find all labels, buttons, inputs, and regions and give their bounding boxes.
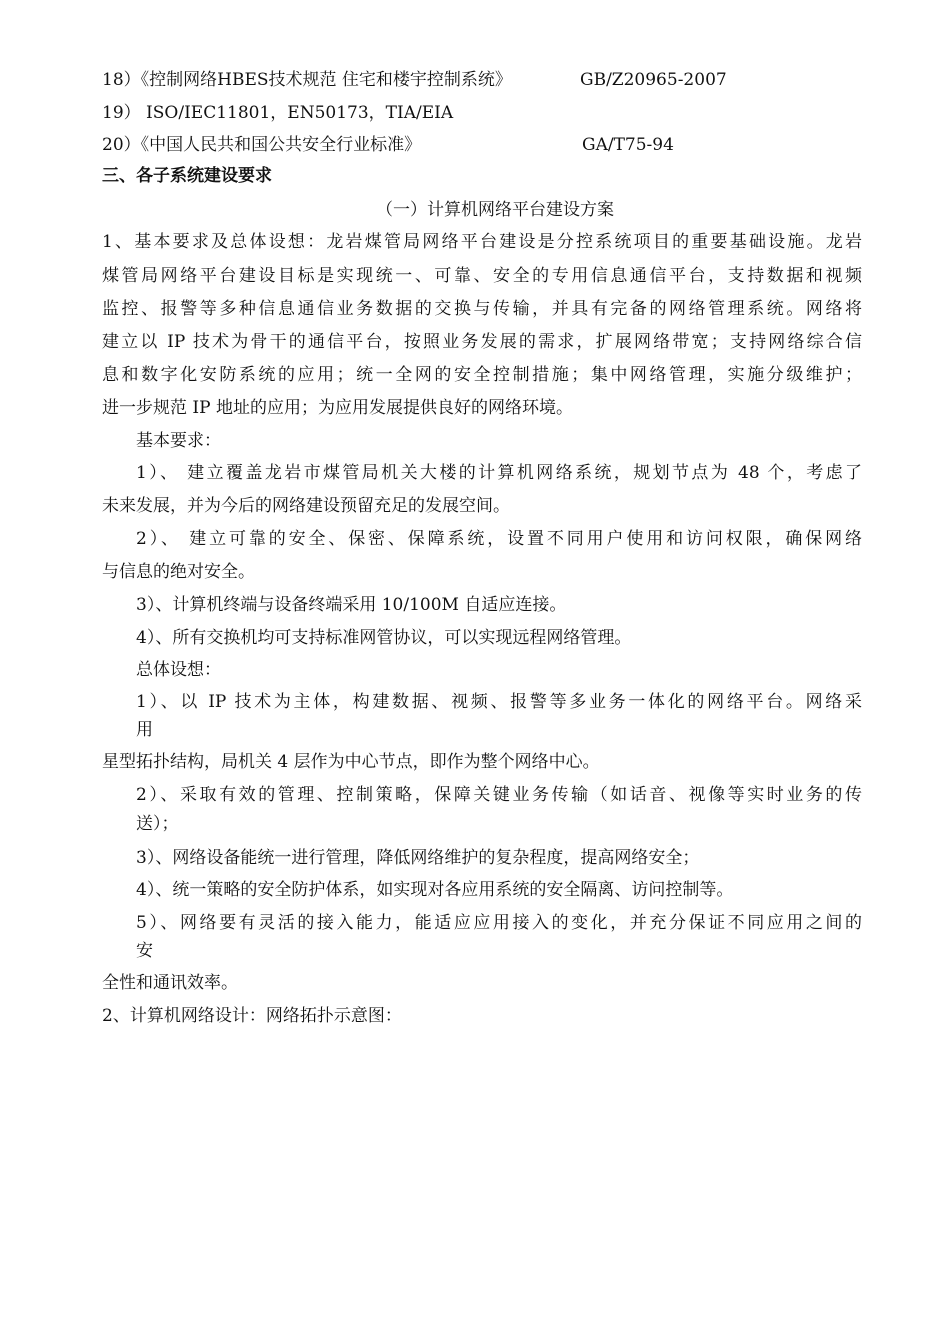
list-item: 3）、计算机终端与设备终端采用 10/100M 自适应连接。: [136, 595, 567, 615]
list-item: 1）、 建立覆盖龙岩市煤管局机关大楼的计算机网络系统，规划节点为 48 个，考虑了: [136, 463, 862, 483]
paragraph-line: 煤管局网络平台建设目标是实现统一、可靠、安全的专用信息通信平台，支持数据和视频: [102, 266, 862, 286]
ref-title: 《控制网络HBES技术规范 住宅和楼宇控制系统》: [140, 70, 512, 90]
ref-title: 《中国人民共和国公共安全行业标准》: [140, 135, 422, 155]
list-item-cont: 用: [136, 720, 153, 740]
paragraph-line: 1、基本要求及总体设想：龙岩煤管局网络平台建设是分控系统项目的重要基础设施。龙岩: [102, 232, 862, 252]
list-item-cont: 送）；: [136, 814, 179, 834]
reference-18: [102, 68, 727, 92]
list-item-cont: 与信息的绝对安全。: [102, 562, 255, 582]
list-item: 4）、统一策略的安全防护体系，如实现对各应用系统的安全隔离、访问控制等。: [136, 880, 734, 900]
list-item: 3）、网络设备能统一进行管理，降低网络维护的复杂程度，提高网络安全；: [136, 848, 700, 868]
list-item-cont: 星型拓扑结构，局机关 4 层作为中心节点，即作为整个网络中心。: [102, 752, 600, 772]
ref-number: 18）: [102, 70, 141, 90]
paragraph-line: 监控、报警等多种信息通信业务数据的交换与传输，并具有完备的网络管理系统。网络将: [102, 299, 862, 319]
ref-code: GA/T75-94: [582, 135, 674, 155]
ref-number: 20）: [102, 135, 141, 155]
paragraph-line: 息和数字化安防系统的应用；统一全网的安全控制措施；集中网络管理，实施分级维护；: [102, 365, 862, 385]
list-item-cont: 全性和通讯效率。: [102, 973, 238, 993]
list-item-cont: 安: [136, 941, 153, 961]
list-item: 2）、 建立可靠的安全、保密、保障系统，设置不同用户使用和访问权限，确保网络: [136, 529, 862, 549]
ref-text: ISO/IEC11801，EN50173，TIA/EIA: [146, 103, 454, 123]
section-heading: 三、各子系统建设要求: [102, 166, 272, 186]
overall-concept-title: 总体设想：: [136, 660, 221, 680]
basic-requirements-title: 基本要求：: [136, 431, 221, 451]
list-item: 1）、以 IP 技术为主体，构建数据、视频、报警等多业务一体化的网络平台。网络采: [136, 692, 862, 712]
ref-number: 19）: [102, 103, 141, 123]
list-item-cont: 未来发展，并为今后的网络建设预留充足的发展空间。: [102, 496, 510, 516]
reference-19: [102, 101, 453, 125]
list-item: 4）、所有交换机均可支持标准网管协议，可以实现远程网络管理。: [136, 628, 632, 648]
ref-code: GB/Z20965-2007: [580, 70, 727, 90]
paragraph-line: 建立以 IP 技术为骨干的通信平台，按照业务发展的需求，扩展网络带宽；支持网络综合信: [102, 332, 862, 352]
paragraph-line: 进一步规范 IP 地址的应用；为应用发展提供良好的网络环境。: [102, 398, 573, 418]
reference-20: [102, 133, 674, 157]
list-item: 2）、采取有效的管理、控制策略，保障关键业务传输（如话音、视像等实时业务的传: [136, 785, 862, 805]
list-item: 5）、网络要有灵活的接入能力，能适应应用接入的变化，并充分保证不同应用之间的: [136, 913, 862, 933]
paragraph-network-design: 2、计算机网络设计：网络拓扑示意图：: [102, 1006, 402, 1026]
subsection-heading: （一）计算机网络平台建设方案: [376, 200, 614, 220]
